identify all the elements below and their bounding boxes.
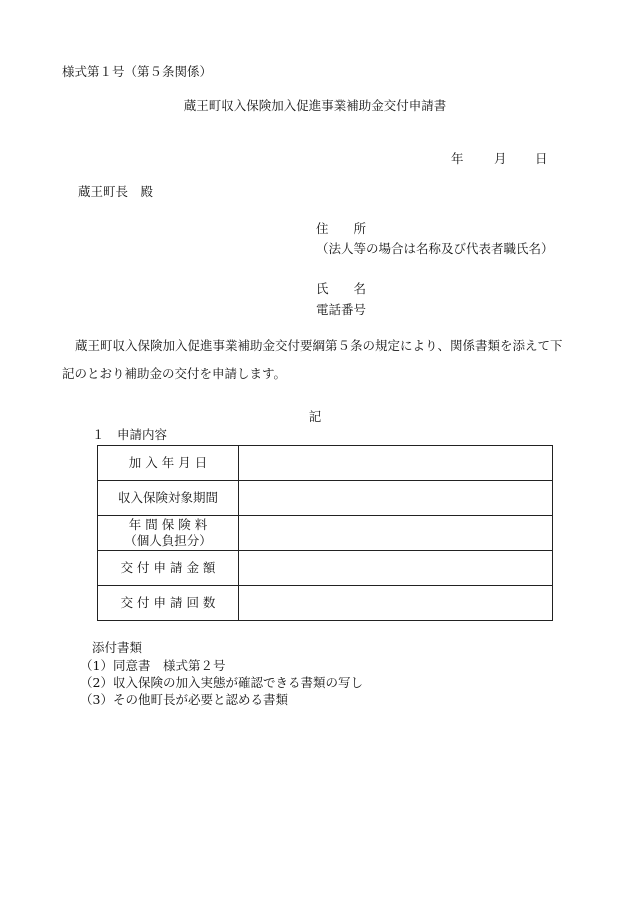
table-row <box>98 586 553 621</box>
row-value-cell[interactable] <box>239 446 553 481</box>
row-label-line1: 年 間 保 険 料 <box>128 517 208 533</box>
row-value-cell[interactable] <box>239 516 553 551</box>
date-month-label: 月 <box>494 151 507 166</box>
ki-heading: 記 <box>308 409 322 424</box>
document-title: 蔵王町収入保険加入促進事業補助金交付申請書 <box>183 98 447 113</box>
attachment-item: （1）同意書 様式第２号 <box>80 658 226 673</box>
applicant-phone-label: 電話番号 <box>316 302 367 317</box>
section-application-details-heading: １ 申請内容 <box>92 427 168 442</box>
row-label <box>98 446 239 481</box>
row-label <box>98 516 239 551</box>
form-number: 様式第１号（第５条関係） <box>62 64 213 79</box>
row-label <box>98 481 239 516</box>
table-row <box>98 446 553 481</box>
row-label-line1: 交 付 申 請 金 額 <box>120 560 216 576</box>
addressee: 蔵王町長 殿 <box>78 184 154 199</box>
row-label <box>98 551 239 586</box>
application-body-text: 蔵王町収入保険加入促進事業補助金交付要綱第５条の規定により、関係書類を添えて下記のとおり補助金の交付を申請します。 <box>62 338 563 381</box>
table-row <box>98 481 553 516</box>
row-value-cell[interactable] <box>239 586 553 621</box>
row-value-cell[interactable] <box>239 481 553 516</box>
table-row <box>98 516 553 551</box>
row-label-line1: 交 付 申 請 回 数 <box>120 595 216 611</box>
row-label <box>98 586 239 621</box>
attachments-title: 添付書類 <box>92 640 143 655</box>
table-row <box>98 551 553 586</box>
date-day-label: 日 <box>535 151 548 166</box>
attachment-item: （3）その他町長が必要と認める書類 <box>80 692 288 707</box>
date-year-label: 年 <box>451 151 464 166</box>
applicant-address-note: （法人等の場合は名称及び代表者職氏名） <box>316 241 554 256</box>
applicant-address-label: 住 所 <box>316 221 367 236</box>
attachment-item: （2）収入保険の加入実態が確認できる書類の写し <box>80 675 363 690</box>
row-label-line1: 加 入 年 月 日 <box>128 455 208 471</box>
applicant-name-label: 氏 名 <box>316 281 367 296</box>
row-label-line1: 収入保険対象期間 <box>117 490 218 506</box>
row-value-cell[interactable] <box>239 551 553 586</box>
row-label-line2: （個人負担分） <box>124 533 212 548</box>
application-details-table <box>97 445 553 621</box>
